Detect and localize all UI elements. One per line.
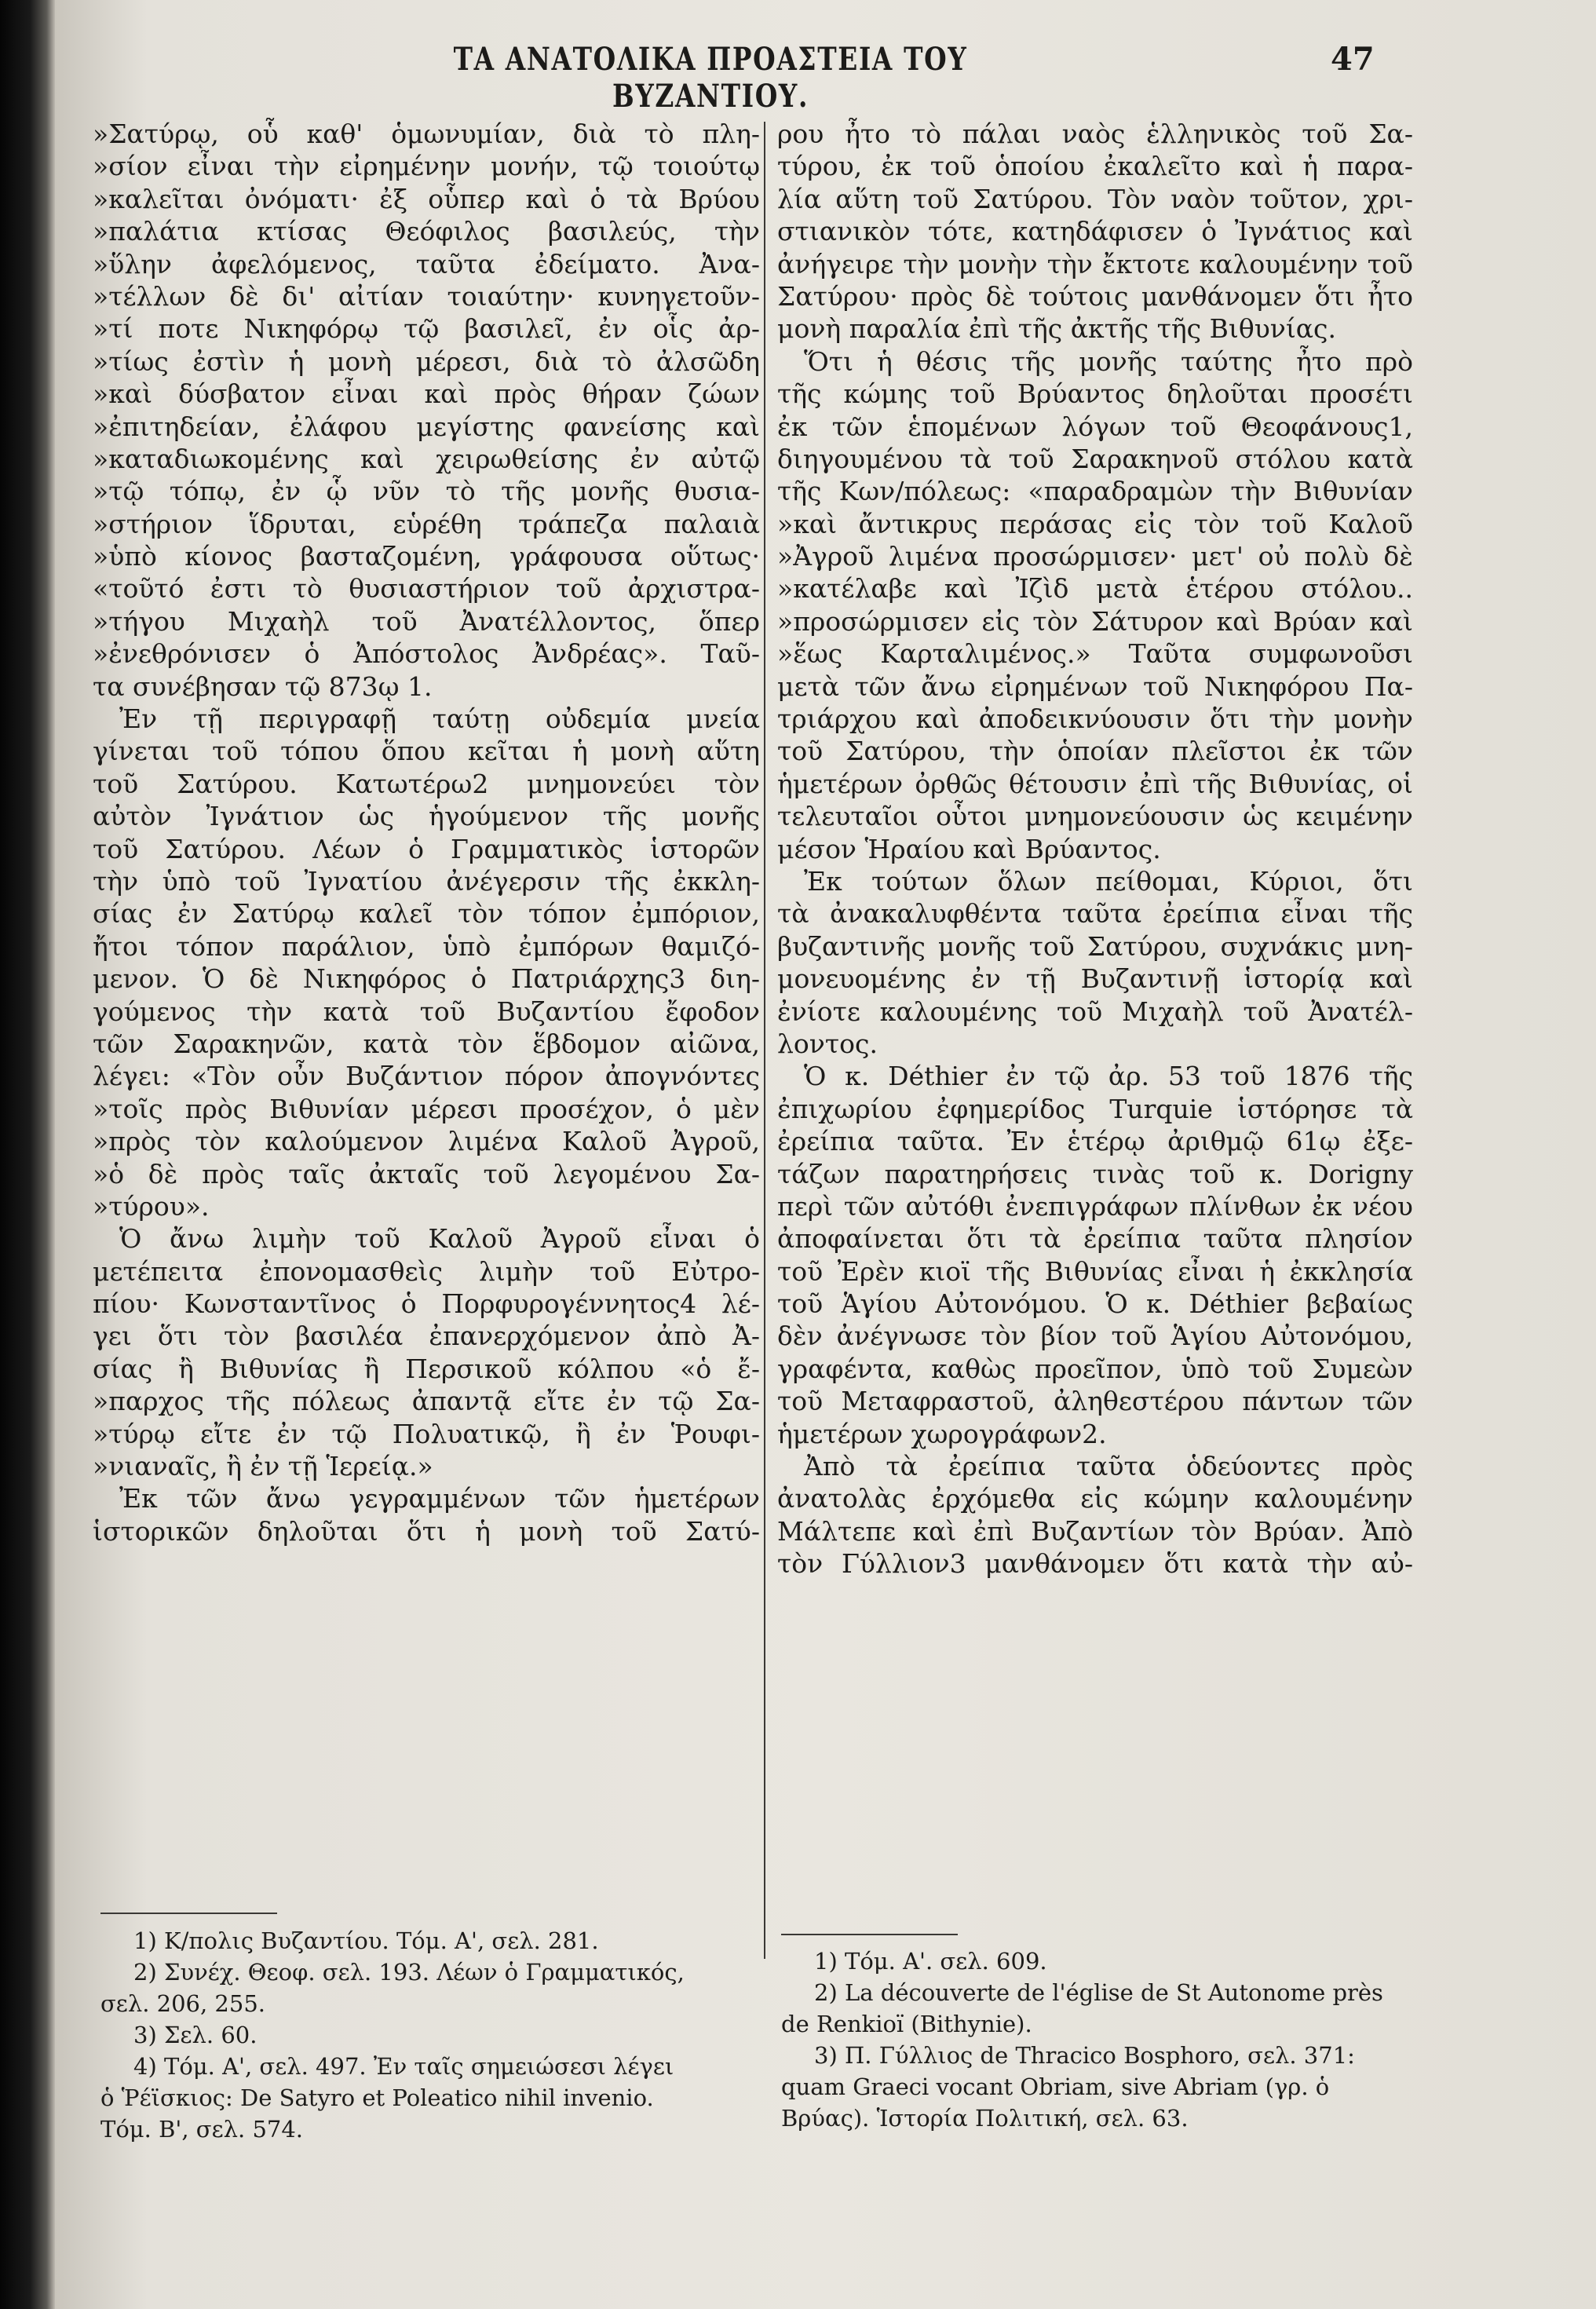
text-line: μονὴ παραλία ἐπὶ τῆς ἀκτῆς τῆς Βιθυνίας. bbox=[777, 313, 1337, 345]
text-line: »σίον εἶναι τὴν εἰρημένην μονήν, τῷ τοιούτῳ bbox=[93, 151, 760, 182]
text-line: »τύρου». bbox=[93, 1190, 210, 1222]
text-line: »τῷ τόπῳ, ἐν ᾧ νῦν τὸ τῆς μονῆς θυσια- bbox=[93, 476, 760, 507]
text-line: »ἕως Καρταλιμένος.» Ταῦτα συμφωνοῦσι bbox=[777, 638, 1413, 670]
text-line: σίας ἐν Σατύρῳ καλεῖ τὸν τόπον ἐμπόριον, bbox=[93, 898, 760, 930]
text-line: »καταδιωκομένης καὶ χειρωθείσης ἐν αὐτῷ bbox=[93, 443, 760, 474]
text-line: ἐκ τῶν ἑπομένων λόγων τοῦ Θεοφάνους1, bbox=[777, 411, 1413, 442]
text-line: τοῦ Σατύρου, τὴν ὁποίαν πλεῖστοι ἐκ τῶν bbox=[777, 736, 1413, 767]
text-line: σίας ἢ Βιθυνίας ἢ Περσικοῦ κόλπου «ὁ ἔ- bbox=[93, 1353, 760, 1384]
text-line: »ὑπὸ κίονος βασταζομένη, γράφουσα οὕτως· bbox=[93, 541, 760, 572]
text-line: ἤτοι τόπον παράλιον, ὑπὸ ἐμπόρων θαμιζό- bbox=[93, 930, 760, 962]
text-line: «τοῦτό ἐστι τὸ θυσιαστήριον τοῦ ἀρχιστρα- bbox=[93, 573, 760, 605]
text-line: ἀνατολὰς ἐρχόμεθα εἰς κώμην καλουμένην bbox=[777, 1483, 1413, 1514]
text-line: αὐτὸν Ἰγνάτιον ὡς ἡγούμενον τῆς μονῆς bbox=[93, 801, 760, 832]
text-line: τῆς Κων/πόλεως: «παραδραμὼν τὴν Βιθυνίαν bbox=[777, 476, 1413, 507]
text-line: ρου ἦτο τὸ πάλαι ναὸς ἑλληνικὸς τοῦ Σα- bbox=[777, 119, 1413, 149]
page-number: 47 bbox=[1331, 41, 1375, 78]
text-line: τοῦ Ἐρὲν κιοϊ τῆς Βιθυνίας εἶναι ἡ ἐκκλησία bbox=[777, 1255, 1413, 1287]
text-line: τῶν Σαρακηνῶν, κατὰ τὸν ἕβδομον αἰῶνα, bbox=[93, 1028, 760, 1059]
text-line: »νιαναῖς, ἢ ἐν τῇ Ἱερείᾳ.» bbox=[93, 1451, 433, 1482]
footnote-line: Τόμ. Β', σελ. 574. bbox=[100, 2116, 304, 2143]
right-footnotes bbox=[781, 1945, 1417, 2134]
text-line: τα συνέβησαν τῷ 873ῳ 1. bbox=[93, 670, 433, 702]
text-line: Ἐκ τῶν ἄνω γεγραμμένων τῶν ἡμετέρων bbox=[119, 1483, 760, 1514]
text-line: »ὁ δὲ πρὸς ταῖς ἀκταῖς τοῦ λεγομένου Σα- bbox=[93, 1158, 760, 1189]
text-line: μετὰ τῶν ἄνω εἰρημένων τοῦ Νικηφόρου Πα- bbox=[777, 670, 1413, 702]
text-line: »παρχος τῆς πόλεως ἀπαντᾷ εἴτε ἐν τῷ Σα- bbox=[93, 1386, 760, 1417]
text-line: »τί ποτε Νικηφόρῳ τῷ βασιλεῖ, ἐν οἷς ἀρ- bbox=[93, 313, 760, 345]
footnote-line: 1) Τόμ. Α'. σελ. 609. bbox=[814, 1948, 1047, 1975]
text-line: μέσον Ἡραίου καὶ Βρύαντος. bbox=[777, 833, 1161, 864]
left-column bbox=[93, 118, 760, 1547]
text-line: λέγει: «Τὸν οὖν Βυζάντιον πόρον ἀπογνόντες bbox=[93, 1061, 760, 1092]
text-line: »Ἀγροῦ λιμένα προσώρμισεν· μετ' οὐ πολὺ δὲ bbox=[777, 541, 1413, 572]
text-line: »τήγου Μιχαὴλ τοῦ Ἀνατέλλοντος, ὅπερ bbox=[93, 605, 760, 637]
text-line: Σατύρου· πρὸς δὲ τούτοις μανθάνομεν ὅτι ἦτο bbox=[777, 280, 1413, 312]
text-line: λοντος. bbox=[777, 1028, 878, 1059]
text-line: γίνεται τοῦ τόπου ὅπου κεῖται ἡ μονὴ αὕτη bbox=[93, 736, 760, 767]
text-line: ἐπιχωρίου ἐφημερίδος Turquie ἱστόρησε τὰ bbox=[777, 1093, 1413, 1124]
text-line: διηγουμένου τὰ τοῦ Σαρακηνοῦ στόλου κατὰ bbox=[777, 443, 1413, 474]
text-line: »τίως ἐστὶν ἡ μονὴ μέρεσι, διὰ τὸ ἀλσῶδη bbox=[93, 345, 760, 377]
footnote-line: 3) Σελ. 60. bbox=[133, 2022, 257, 2048]
text-line: »προσώρμισεν εἰς τὸν Σάτυρον καὶ Βρύαν καὶ bbox=[777, 605, 1413, 637]
footnote-line: 1) Κ/πολις Βυζαντίου. Τόμ. Α', σελ. 281. bbox=[133, 1927, 599, 1954]
text-line: τοῦ Σατύρου. Κατωτέρω2 μνημονεύει τὸν bbox=[93, 768, 760, 799]
text-line: »παλάτια κτίσας Θεόφιλος βασιλεύς, τὴν bbox=[93, 216, 760, 247]
right-column bbox=[777, 118, 1413, 1580]
footnote-line: σελ. 206, 255. bbox=[100, 1990, 265, 2017]
footnote-rule-right bbox=[781, 1934, 958, 1935]
text-line: μετέπειτα ἐπονομασθεὶς λιμὴν τοῦ Εὐτρο- bbox=[93, 1255, 760, 1287]
text-line: τοῦ Ἁγίου Αὐτονόμου. Ὁ κ. Déthier βεβαίως bbox=[777, 1288, 1413, 1320]
text-line: τὰ ἀνακαλυφθέντα ταῦτα ἐρείπια εἶναι τῆς bbox=[777, 898, 1413, 930]
book-binding-edge bbox=[0, 0, 55, 2309]
footnote-line: 2) Συνέχ. Θεοφ. σελ. 193. Λέων ὁ Γραμματικός, bbox=[133, 1959, 685, 1986]
text-line: »τέλλων δὲ δι' αἰτίαν τοιαύτην· κυνηγετοῦν- bbox=[93, 280, 760, 312]
text-line: Ὅτι ἡ θέσις τῆς μονῆς ταύτης ἦτο πρὸ bbox=[804, 345, 1413, 377]
text-line: τὸν Γύλλιον3 μανθάνομεν ὅτι κατὰ τὴν αὐ- bbox=[777, 1548, 1413, 1580]
text-line: πίου· Κωνσταντῖνος ὁ Πορφυρογέννητος4 λέ- bbox=[93, 1288, 760, 1320]
text-line: »ὕλην ἀφελόμενος, ταῦτα ἐδείματο. Ἀνα- bbox=[93, 248, 760, 279]
text-line: ἀποφαίνεται ὅτι τὰ ἐρείπια ταῦτα πλησίον bbox=[777, 1223, 1413, 1255]
text-line: τριάρχου καὶ ἀποδεικνύουσιν ὅτι τὴν μονὴν bbox=[777, 703, 1413, 735]
running-header: ΤΑ ΑΝΑΤΟΛΙΚΑ ΠΡΟΑΣΤΕΙΑ ΤΟΥ ΒΥΖΑΝΤΙΟΥ. bbox=[453, 41, 968, 115]
text-line: ἀνήγειρε τὴν μονὴν τὴν ἔκτοτε καλουμένην τοῦ bbox=[777, 248, 1413, 279]
text-line: τὴν ὑπὸ τοῦ Ἰγνατίου ἀνέγερσιν τῆς ἐκκλη- bbox=[93, 865, 760, 897]
text-line: δὲν ἀνέγνωσε τὸν βίον τοῦ Ἁγίου Αὐτονόμου, bbox=[777, 1321, 1413, 1352]
text-line: Ἀπὸ τὰ ἐρείπια ταῦτα ὁδεύοντες πρὸς bbox=[804, 1451, 1413, 1482]
footnote-line: 4) Τόμ. Α', σελ. 497. Ἐν ταῖς σημειώσεσι λέγει bbox=[133, 2053, 674, 2080]
text-line: τοῦ Σατύρου. Λέων ὁ Γραμματικὸς ἱστορῶν bbox=[93, 833, 760, 864]
text-line: Ὁ κ. Déthier ἐν τῷ ἀρ. 53 τοῦ 1876 τῆς bbox=[804, 1061, 1413, 1092]
text-line: ἡμετέρων ὀρθῶς θέτουσιν ἐπὶ τῆς Βιθυνίας, οἱ bbox=[777, 768, 1413, 799]
footnote-block: 3) Π. Γύλλιος de Thracico Bosphoro, σελ. 371: quam Graeci vocant Obriam, sive Abriam (γρ. ὁ Βρύας). Ἱστορία Πολιτική, σελ. 63. bbox=[781, 2042, 1355, 2132]
text-line: »καὶ δύσβατον εἶναι καὶ πρὸς θήραν ζώων bbox=[93, 378, 760, 410]
text-line: στιανικὸν τότε, κατηδάφισεν ὁ Ἰγνάτιος καὶ bbox=[777, 216, 1413, 247]
text-line: »καλεῖται ὀνόματι· ἐξ οὗπερ καὶ ὁ τὰ Βρύου bbox=[93, 183, 760, 214]
column-divider bbox=[764, 122, 765, 1959]
text-line: »ἐπιτηδείαν, ἐλάφου μεγίστης φανείσης καὶ bbox=[93, 411, 760, 442]
text-line: »καὶ ἄντικρυς περάσας εἰς τὸν τοῦ Καλοῦ bbox=[777, 508, 1413, 539]
text-line: Ἐκ τούτων ὅλων πείθομαι, Κύριοι, ὅτι bbox=[804, 865, 1413, 897]
text-line: Ἐν τῇ περιγραφῇ ταύτῃ οὐδεμία μνεία bbox=[119, 703, 760, 735]
text-line: »τοῖς πρὸς Βιθυνίαν μέρεσι προσέχον, ὁ μὲν bbox=[93, 1093, 760, 1124]
footnote-rule-left bbox=[100, 1913, 277, 1914]
text-line: γραφέντα, καθὼς προεῖπον, ὑπὸ τοῦ Συμεὼν bbox=[777, 1353, 1413, 1384]
text-line: »πρὸς τὸν καλούμενον λιμένα Καλοῦ Ἀγροῦ, bbox=[93, 1126, 760, 1157]
text-line: μονευομένης ἐν τῇ Βυζαντινῇ ἱστορίᾳ καὶ bbox=[777, 963, 1413, 995]
text-line: τοῦ Μεταφραστοῦ, ἀληθεστέρου πάντων τῶν bbox=[777, 1386, 1413, 1417]
text-line: »Σατύρῳ, οὗ καθ' ὁμωνυμίαν, διὰ τὸ πλη- bbox=[93, 119, 760, 149]
text-line: »στήριον ἵδρυται, εὑρέθη τράπεζα παλαιὰ bbox=[93, 508, 760, 539]
text-line: μενον. Ὁ δὲ Νικηφόρος ὁ Πατριάρχης3 διη- bbox=[93, 963, 760, 995]
text-line: βυζαντινῆς μονῆς τοῦ Σατύρου, συχνάκις μνη- bbox=[777, 930, 1413, 962]
text-line: ἱστορικῶν δηλοῦται ὅτι ἡ μονὴ τοῦ Σατύ- bbox=[93, 1515, 760, 1547]
text-line: γούμενος τὴν κατὰ τοῦ Βυζαντίου ἔφοδον bbox=[93, 996, 760, 1027]
text-line: τάζων παρατηρήσεις τινὰς τοῦ κ. Dorigny bbox=[777, 1158, 1413, 1189]
text-line: ἐνίοτε καλουμένης τοῦ Μιχαὴλ τοῦ Ἀνατέλ- bbox=[777, 996, 1413, 1027]
text-line: »κατέλαβε καὶ Ἰζὶδ μετὰ ἑτέρου στόλου.. bbox=[777, 573, 1413, 605]
footnote-block: 2) La découverte de l'église de St Autonome près de Renkioï (Bithynie). bbox=[781, 1979, 1383, 2037]
text-line: ἐρείπια ταῦτα. Ἐν ἑτέρῳ ἀριθμῷ 61ῳ ἐξε- bbox=[777, 1126, 1413, 1157]
text-line: τῆς κώμης τοῦ Βρύαντος δηλοῦται προσέτι bbox=[777, 378, 1413, 410]
text-line: Μάλτεπε καὶ ἐπὶ Βυζαντίων τὸν Βρύαν. Ἀπὸ bbox=[777, 1515, 1413, 1547]
text-line: Ὁ ἄνω λιμὴν τοῦ Καλοῦ Ἀγροῦ εἶναι ὁ bbox=[119, 1223, 760, 1255]
text-line: ἡμετέρων χωρογράφων2. bbox=[777, 1418, 1107, 1449]
text-line: γει ὅτι τὸν βασιλέα ἐπανερχόμενον ἀπὸ Ἀ- bbox=[93, 1321, 760, 1352]
left-footnotes bbox=[100, 1925, 760, 2145]
text-line: »τύρῳ εἴτε ἐν τῷ Πολυατικῷ, ἢ ἐν Ῥουφι- bbox=[93, 1418, 760, 1449]
text-line: τύρου, ἐκ τοῦ ὁποίου ἐκαλεῖτο καὶ ἡ παρα- bbox=[777, 151, 1413, 182]
footnote-line: ὁ Ῥέϊσκιος: De Satyro et Poleatico nihil invenio. bbox=[100, 2084, 654, 2111]
text-line: »ἐνεθρόνισεν ὁ Ἀπόστολος Ἀνδρέας». Ταῦ- bbox=[93, 638, 760, 670]
text-line: τελευταῖοι οὗτοι μνημονεύουσιν ὡς κειμένην bbox=[777, 801, 1413, 832]
text-line: λία αὕτη τοῦ Σατύρου. Τὸν ναὸν τοῦτον, χρι- bbox=[777, 183, 1413, 214]
text-line: περὶ τῶν αὐτόθι ἐνεπιγράφων πλίνθων ἐκ νέου bbox=[777, 1190, 1413, 1222]
